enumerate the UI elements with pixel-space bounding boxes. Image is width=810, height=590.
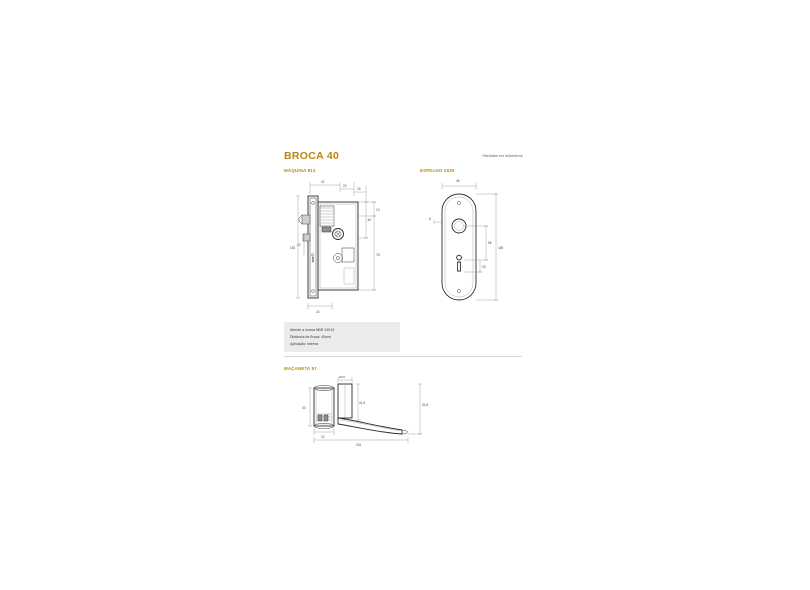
spec-line-application: Aplicação: Interna <box>290 342 319 346</box>
dim-16: 16 <box>357 187 361 191</box>
dim-24: 24 <box>316 310 320 314</box>
specification-box <box>284 322 400 352</box>
dim-22: 22 <box>297 243 301 247</box>
dim-152: 152 <box>290 246 296 250</box>
dim-40: 40 <box>367 218 372 222</box>
dim-22-macaneta: 22 <box>321 435 325 439</box>
dim-115: 115 <box>356 443 362 446</box>
dim-diam-19: Ø19 <box>339 376 346 379</box>
dim-78: 78 <box>376 253 380 257</box>
dim-33: 33 <box>482 265 486 269</box>
drawing-content <box>284 140 534 450</box>
spec-line-norm: Atende a norma NBR 14913 <box>290 328 334 332</box>
espelho-1835-technical-drawing <box>420 172 520 322</box>
dim-51-8: 51,8 <box>422 403 429 407</box>
dim-41-6: 41,6 <box>359 401 366 405</box>
dim-41: 41 <box>321 180 325 184</box>
section-label-macaneta: MAÇANETA 57 <box>284 366 317 371</box>
maquina-813-technical-drawing <box>288 172 408 322</box>
dim-8: 8 <box>429 217 431 221</box>
section-label-espelho: ESPELHO 1835 <box>420 168 455 173</box>
macaneta-57-technical-drawing <box>298 376 478 446</box>
dim-45: 45 <box>456 179 460 183</box>
units-note: *Medidas em milímetros <box>482 154 523 158</box>
section-label-maquina: MÁQUINA 813 <box>284 168 316 173</box>
page-title: BROCA 40 <box>284 150 340 162</box>
dim-180: 180 <box>498 246 504 250</box>
dim-85: 85 <box>488 241 492 245</box>
spec-line-broca: Distância da Broca: 40mm <box>290 335 332 339</box>
dim-20: 20 <box>343 184 347 188</box>
section-divider <box>284 356 522 357</box>
dim-43: 43 <box>302 406 306 410</box>
dim-13: 13 <box>376 208 380 212</box>
